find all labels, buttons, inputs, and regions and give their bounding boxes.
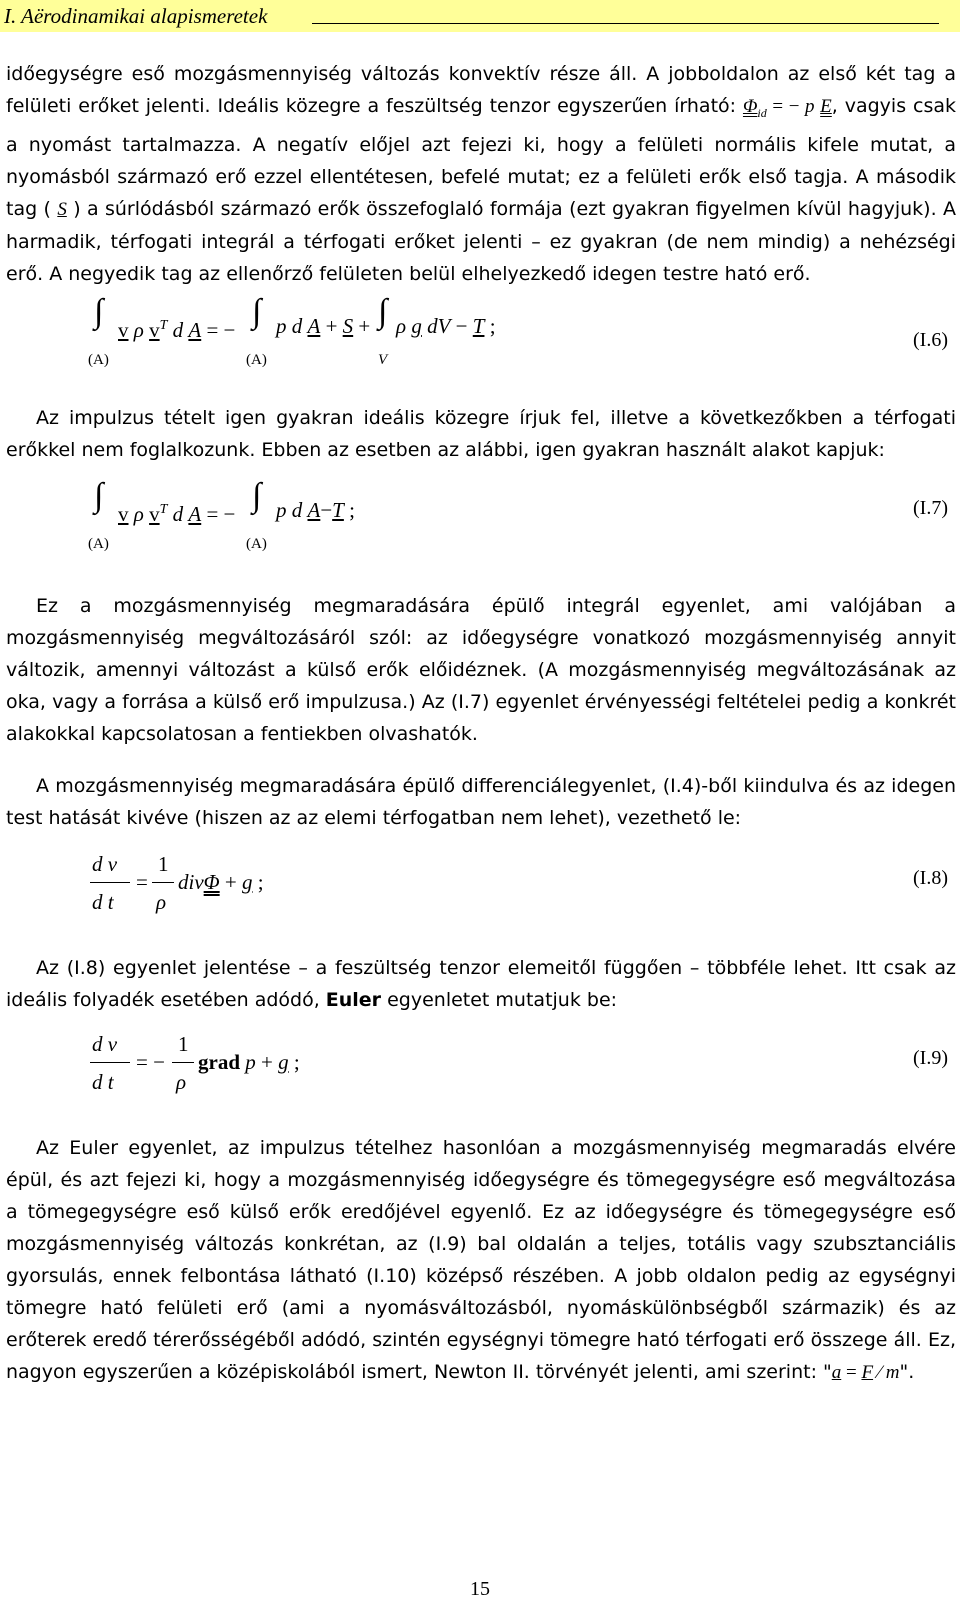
chapter-title: I. Aërodinamikai alapismeretek	[4, 4, 268, 28]
paragraph-5	[6, 952, 956, 1016]
eq9-rhs	[198, 1046, 300, 1078]
semicolon: ;	[293, 1049, 300, 1074]
g-vector: g	[242, 869, 253, 894]
integral-limit: (A)	[246, 351, 267, 368]
g-vector: g	[411, 313, 422, 338]
fraction-bar	[90, 1062, 130, 1063]
a-vector: A	[188, 317, 202, 342]
d-symbol: d	[291, 313, 303, 338]
equation-number: (I.9)	[913, 1046, 948, 1069]
dv-symbol: dV	[427, 313, 451, 338]
eq6-rhs-2	[396, 310, 496, 342]
p5-text-2: egyenletet mutatjuk be:	[381, 988, 618, 1011]
rho-symbol: ρ	[176, 1069, 187, 1094]
fraction-denominator: d t	[92, 1069, 114, 1094]
p-symbol: p	[276, 313, 287, 338]
inline-formula-phi	[742, 96, 832, 120]
f-vector: F	[861, 1361, 874, 1383]
phi-subscript: id	[757, 105, 767, 120]
page-number: 15	[470, 1578, 490, 1600]
rho-symbol: ρ	[396, 313, 407, 338]
fraction-bar	[152, 882, 174, 883]
eq-sign: = −	[206, 317, 236, 342]
t-vector: T	[332, 497, 344, 522]
fraction-numerator: 1	[178, 1031, 189, 1056]
v-symbol: v	[149, 317, 160, 342]
rho-symbol: ρ	[133, 501, 144, 526]
fraction-bar	[90, 882, 130, 883]
eq7-rhs	[276, 494, 355, 526]
semicolon: ;	[349, 497, 355, 522]
equation-number: (I.6)	[913, 328, 948, 351]
p-symbol: p	[245, 1049, 256, 1074]
eq-sign: = −	[206, 501, 236, 526]
paragraph-3: Ez a mozgásmennyiség megmaradására épülő integrál egyenlet, ami valójában a mozgásmennyiség megváltozásáról szól: az időegységre vonatkozó mozgásmennyiség annyit változik, amennyi változást a külső erők előidéznek. (A mozgásmennyiség megváltozásának az oka, vagy a forrása a külső erő impulzusa.) Az (I.7) egyenlet érvényességi feltételei pedig a konkrét alakokkal kapcsolatosan a fentiekben olvashatók.	[6, 594, 956, 745]
semicolon: ;	[257, 869, 264, 894]
integral-sign: ∫	[378, 292, 388, 330]
transpose-symbol: T	[159, 317, 168, 333]
plus-sign: +	[224, 869, 237, 894]
eq-sign: =	[841, 1361, 862, 1383]
p1-text-1: időegységre eső mozgásmennyiség változás konvektív része áll. A jobboldalon az első két tag a felületi erőket jelenti. Ideális közegre a feszültség tenzor egyszerűen írható:	[6, 63, 956, 117]
plus-sign: +	[325, 313, 338, 338]
m-symbol: m	[885, 1361, 900, 1383]
p6-text-2: ".	[899, 1360, 915, 1383]
p-symbol: p	[276, 497, 287, 522]
eq-sign: = −	[136, 1049, 165, 1074]
header-rule	[312, 23, 939, 24]
equation-number: (I.8)	[913, 866, 948, 889]
integral-limit: (A)	[246, 535, 267, 552]
euler-term: Euler	[325, 988, 382, 1011]
equation-i6	[6, 294, 956, 388]
s-symbol: S	[57, 198, 67, 220]
a-vector: A	[307, 497, 321, 522]
p1-text-2: , vagyis csak a nyomást tartalmazza. A negatív előjel azt fejezi ki, hogy a felületi normális kifele mutat, a nyomásból származó erő ezzel ellentétesen, befelé mutat; ez a felületi erők első tagja. A második tag (	[6, 95, 956, 220]
equation-i9	[6, 1022, 956, 1110]
p1-text-3: ) a súrlódásból származó erők összefoglaló formája (ezt gyakran figyelmen kívül hagyjuk). A harmadik, térfogati integrál a térfogati erőket jelenti – ez gyakran (de nem mindig) a nehézségi erő. A negyedik tag az ellenőrző felületen belül elhelyezkedő idegen testre ható erő.	[6, 197, 956, 285]
equation-i7	[6, 478, 956, 572]
fraction-bar	[172, 1062, 194, 1063]
plus-sign: +	[358, 313, 371, 338]
paragraph-1	[6, 58, 956, 290]
equation-i8	[6, 842, 956, 930]
grad-operator: grad	[198, 1049, 240, 1074]
v-symbol: v	[118, 317, 129, 342]
fraction-numerator: d v	[92, 851, 118, 876]
fraction-denominator: d t	[92, 889, 114, 914]
minus-sign: −	[320, 497, 333, 522]
transpose-symbol: T	[159, 501, 168, 517]
d-symbol: d	[172, 501, 184, 526]
paragraph-4: A mozgásmennyiség megmaradására épülő differenciálegyenlet, (I.4)-ből kiindulva és az idegen test hatását kivéve (hiszen az az elemi térfogatban nem lehet), vezethető le:	[6, 774, 956, 829]
phi-symbol: Φ	[742, 96, 758, 117]
eq-sign: =	[136, 869, 148, 894]
equation-number: (I.7)	[913, 496, 948, 519]
page-body	[6, 58, 956, 1389]
semicolon: ;	[489, 313, 496, 338]
eq6-lhs	[118, 310, 235, 346]
d-symbol: d	[172, 317, 184, 342]
eq8-rhs	[178, 866, 264, 898]
fraction-numerator: 1	[158, 851, 169, 876]
v-symbol: v	[149, 501, 160, 526]
eq7-lhs	[118, 494, 235, 530]
s-symbol: S	[342, 313, 354, 338]
a-vector: A	[307, 313, 321, 338]
g-vector: g	[278, 1049, 289, 1074]
plus-sign: +	[261, 1049, 273, 1074]
integral-limit: (A)	[88, 351, 109, 368]
eq-sign: = −	[766, 96, 806, 117]
integral-limit: (A)	[88, 535, 109, 552]
a-vector: A	[188, 501, 202, 526]
p5-text-1: Az (I.8) egyenlet jelentése – a feszültség tenzor elemeitől függően – többféle lehet. Itt csak az ideális folyadék esetében adódó,	[6, 956, 956, 1011]
division-slash: ⁄	[873, 1361, 886, 1383]
integral-sign: ∫	[252, 476, 262, 514]
eq6-rhs-1	[276, 310, 370, 342]
p-symbol: p	[805, 96, 815, 117]
a-vector: a	[831, 1361, 842, 1383]
minus-sign: −	[455, 313, 468, 338]
div-operator: div	[178, 869, 204, 894]
v-symbol: v	[118, 501, 129, 526]
t-vector: T	[472, 313, 485, 338]
integral-limit: V	[378, 351, 388, 368]
e-symbol: E	[820, 96, 832, 117]
rho-symbol: ρ	[133, 317, 144, 342]
p6-text-1: Az Euler egyenlet, az impulzus tételhez hasonlóan a mozgásmennyiség megmaradás elvére épül, és azt fejezi ki, hogy a mozgásmennyiség időegységre és tömegegységre eső megváltozása a tömegegységre eső külső erők eredőjével egyenlő. Ez az időegységre és tömegegységre eső mozgásmennyiség változás konkrétan, az (I.9) bal oldalán a teljes, totális vagy szubsztanciális gyorsulás, ennek felbontása látható (I.10) középső részében. A jobb oldalon pedig az egységnyi tömegre ható felületi erő (ami a nyomásváltozásból, nyomáskülönbségből származik) és az erőterek eredő térerősségéből adódó, szintén egységnyi tömegre ható térfogati erő összege áll. Ez, nagyon egyszerűen a középiskolából ismert, Newton II. törvényét jelenti, ami szerint: "	[6, 1136, 956, 1383]
paragraph-2: Az impulzus tételt igen gyakran ideális közegre írjuk fel, illetve a következőkben a térfogati erőkkel nem foglalkozunk. Ebben az esetben az alábbi, igen gyakran használt alakot kapjuk:	[6, 406, 956, 461]
integral-sign: ∫	[94, 476, 104, 514]
rho-symbol: ρ	[156, 889, 167, 914]
paragraph-6	[6, 1132, 956, 1389]
chapter-header-bar	[0, 0, 960, 32]
integral-sign: ∫	[94, 292, 104, 330]
d-symbol: d	[291, 497, 303, 522]
phi-symbol: Φ	[203, 869, 220, 894]
integral-sign: ∫	[252, 292, 262, 330]
fraction-numerator: d v	[92, 1031, 118, 1056]
